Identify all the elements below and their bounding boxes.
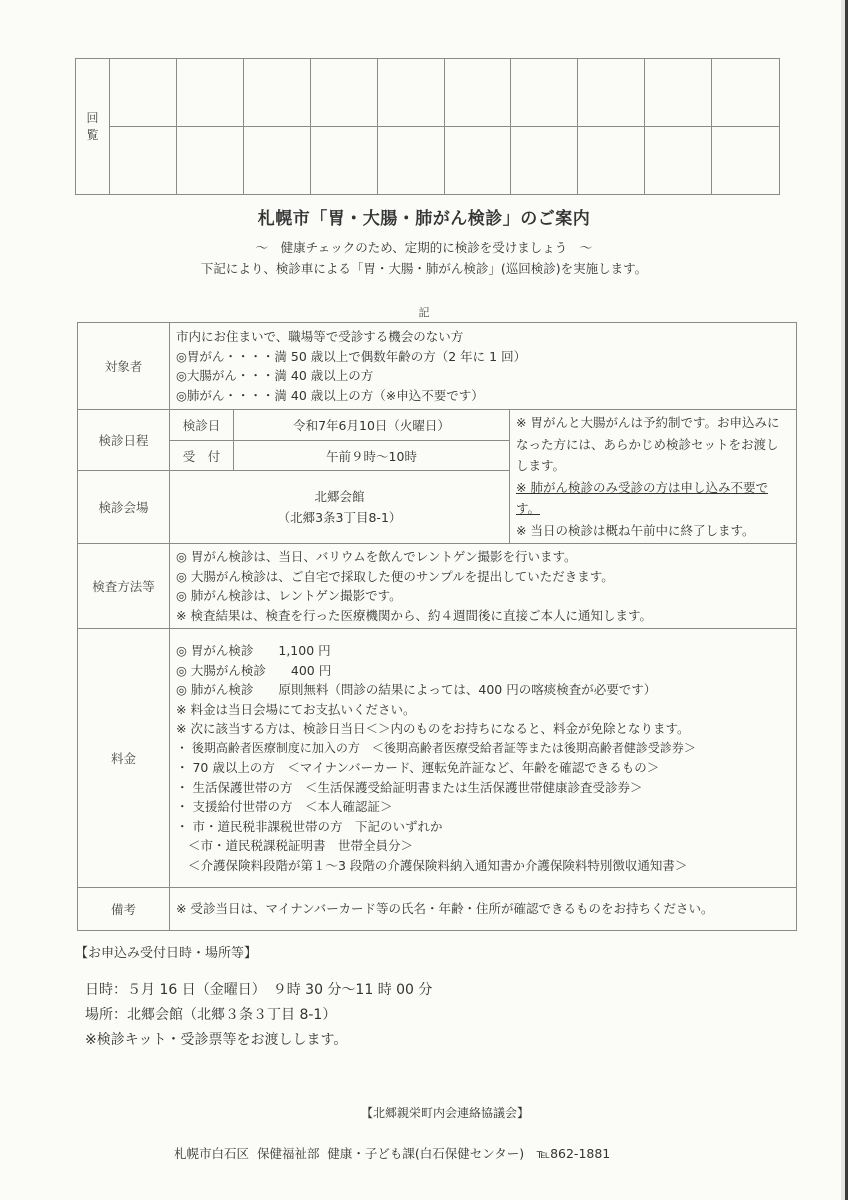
label-method: 検査方法等	[78, 544, 170, 629]
row-method	[78, 544, 797, 629]
label-exam-date: 検診日	[170, 410, 234, 441]
circulation-stamp-cell	[311, 59, 378, 127]
circulation-stamp-cell	[110, 127, 177, 195]
label-remarks: 備考	[78, 888, 170, 931]
note-morning-end: ※ 当日の検診は概ね午前中に終了します。	[516, 522, 755, 538]
circulation-label-char: 覧	[86, 127, 99, 142]
organization-name: 【北郷親栄町内会連絡協議会】	[360, 1106, 529, 1120]
contact-info: 札幌市白石区 保健福祉部 健康・子ども課(白石保健センター) ℡862-1881	[174, 1146, 611, 1161]
remarks-content: ※ 受診当日は、マイナンバーカード等の氏名・年齢・住所が確認できるものをお持ちください。	[170, 888, 797, 931]
fee-line: ◎ 肺がん検診 原則無料（問診の結果によっては、400 円の喀痰検査が必要です）	[176, 682, 657, 697]
circulation-stamp-cell	[244, 127, 311, 195]
circulation-table	[75, 58, 780, 195]
target-content	[170, 323, 797, 410]
row-remarks	[78, 888, 797, 931]
fee-content	[170, 629, 797, 888]
circulation-stamp-cell	[378, 59, 445, 127]
note-reservation: ※ 胃がんと大腸がんは予約制です。お申込みになった方には、あらかじめ検診セットをお渡しします。	[516, 415, 780, 473]
circulation-stamp-cell	[645, 59, 712, 127]
circulation-stamp-cell	[110, 59, 177, 127]
circulation-stamp-cell	[177, 59, 244, 127]
circulation-stamp-cell	[378, 127, 445, 195]
circulation-stamp-cell	[177, 127, 244, 195]
application-heading: 【お申込み受付日時・場所等】	[75, 946, 258, 961]
exam-date-value: 令和7年6月10日（火曜日）	[234, 410, 510, 441]
document-title: 札幌市「胃・大腸・肺がん検診」のご案内	[257, 209, 591, 229]
circulation-stamp-cell	[511, 127, 578, 195]
venue-name: 北郷会館	[314, 489, 365, 505]
application-note: ※検診キット・受診票等をお渡しします。	[85, 1032, 348, 1048]
label-target: 対象者	[78, 323, 170, 410]
method-line: ◎ 大腸がん検診は、ご自宅で採取した便のサンプルを提出していただきます。	[176, 568, 614, 584]
label-schedule: 検診日程	[78, 410, 170, 471]
reception-value: 午前９時～10時	[234, 440, 510, 471]
note-lung-no-application: ※ 肺がん検診のみ受診の方は申し込み不要です。	[516, 479, 768, 516]
application-datetime: 日時：５月 16 日（金曜日） ９時 30 分～11 時 00 分	[85, 982, 433, 998]
circulation-label-char: 回	[86, 110, 99, 125]
circulation-stamp-cell	[578, 127, 645, 195]
circulation-stamp-cell	[244, 59, 311, 127]
label-fee: 料金	[78, 629, 170, 888]
target-line: ◎肺がん・・・・満 40 歳以上の方（※申込不要です）	[176, 387, 484, 403]
fee-exemption-line: ・ 後期高齢者医療制度に加入の方 ＜後期高齢者医療受給者証等または後期高齢者健診受診券＞	[176, 740, 696, 755]
circulation-grid	[110, 59, 779, 194]
method-line: ◎ 肺がん検診は、レントゲン撮影です。	[176, 588, 402, 603]
fee-line: ◎ 大腸がん検診 400 円	[176, 662, 332, 678]
venue-address: （北郷3条3丁目8-1）	[277, 510, 402, 526]
fee-exemption-line: ・ 70 歳以上の方 ＜マイナンバーカード、運転免許証など、年齢を確認できるもの＞	[176, 760, 660, 775]
application-place: 場所：北郷会館（北郷３条３丁目 8-1）	[85, 1007, 337, 1023]
application-details	[85, 978, 432, 1053]
target-line: ◎大腸がん・・・満 40 歳以上の方	[176, 368, 374, 383]
method-content	[170, 544, 797, 629]
target-line: 市内にお住まいで、職場等で受診する機会のない方	[176, 329, 464, 344]
row-schedule-date	[78, 410, 797, 441]
row-fee	[78, 629, 797, 888]
row-target	[78, 323, 797, 410]
circulation-stamp-cell	[511, 59, 578, 127]
circulation-stamp-cell	[645, 127, 712, 195]
circulation-stamp-cell	[445, 59, 512, 127]
fee-line: ※ 料金は当日会場にてお支払いください。	[176, 701, 416, 717]
fee-line: ※ 次に該当する方は、検診日当日＜＞内のものをお持ちになると、料金が免除となります。	[176, 721, 690, 736]
fee-document-line: ＜市・道民税課税証明書 世帯全員分＞	[188, 838, 414, 853]
fee-line: ◎ 胃がん検診 1,100 円	[176, 643, 331, 658]
circulation-stamp-cell	[712, 127, 779, 195]
circulation-stamp-cell	[578, 59, 645, 127]
fee-exemption-line: ・ 生活保護世帯の方 ＜生活保護受給証明書または生活保護世帯健康診査受診券＞	[176, 779, 643, 795]
info-table	[77, 322, 797, 931]
fee-exemption-line: ・ 市・道民税非課税世帯の方 下記のいずれか	[176, 818, 443, 834]
circulation-stamp-cell	[445, 127, 512, 195]
circulation-stamp-cell	[712, 59, 779, 127]
circulation-stamp-cell	[311, 127, 378, 195]
method-line: ◎ 胃がん検診は、当日、バリウムを飲んでレントゲン撮影を行います。	[176, 549, 577, 564]
method-line: ※ 検査結果は、検査を行った医療機関から、約４週間後に直接ご本人に通知します。	[176, 607, 652, 623]
fee-document-line: ＜介護保険料段階が第１～3 段階の介護保険料納入通知書か介護保険料特別徴収通知書＞	[188, 857, 688, 873]
venue-content	[170, 471, 510, 544]
document-subtitle: ～ 健康チェックのため、定期的に検診を受けましょう ～	[255, 240, 593, 255]
ki-mark: 記	[418, 306, 430, 319]
schedule-notes	[510, 410, 797, 544]
fee-exemption-line: ・ 支援給付世帯の方 ＜本人確認証＞	[176, 799, 393, 814]
target-line: ◎胃がん・・・・満 50 歳以上で偶数年齢の方（2 年に 1 回）	[176, 348, 527, 364]
label-reception: 受 付	[170, 440, 234, 471]
label-venue: 検診会場	[78, 471, 170, 544]
document-intro: 下記により、検診車による「胃・大腸・肺がん検診」(巡回検診)を実施します。	[200, 261, 648, 276]
circulation-label	[76, 59, 110, 194]
